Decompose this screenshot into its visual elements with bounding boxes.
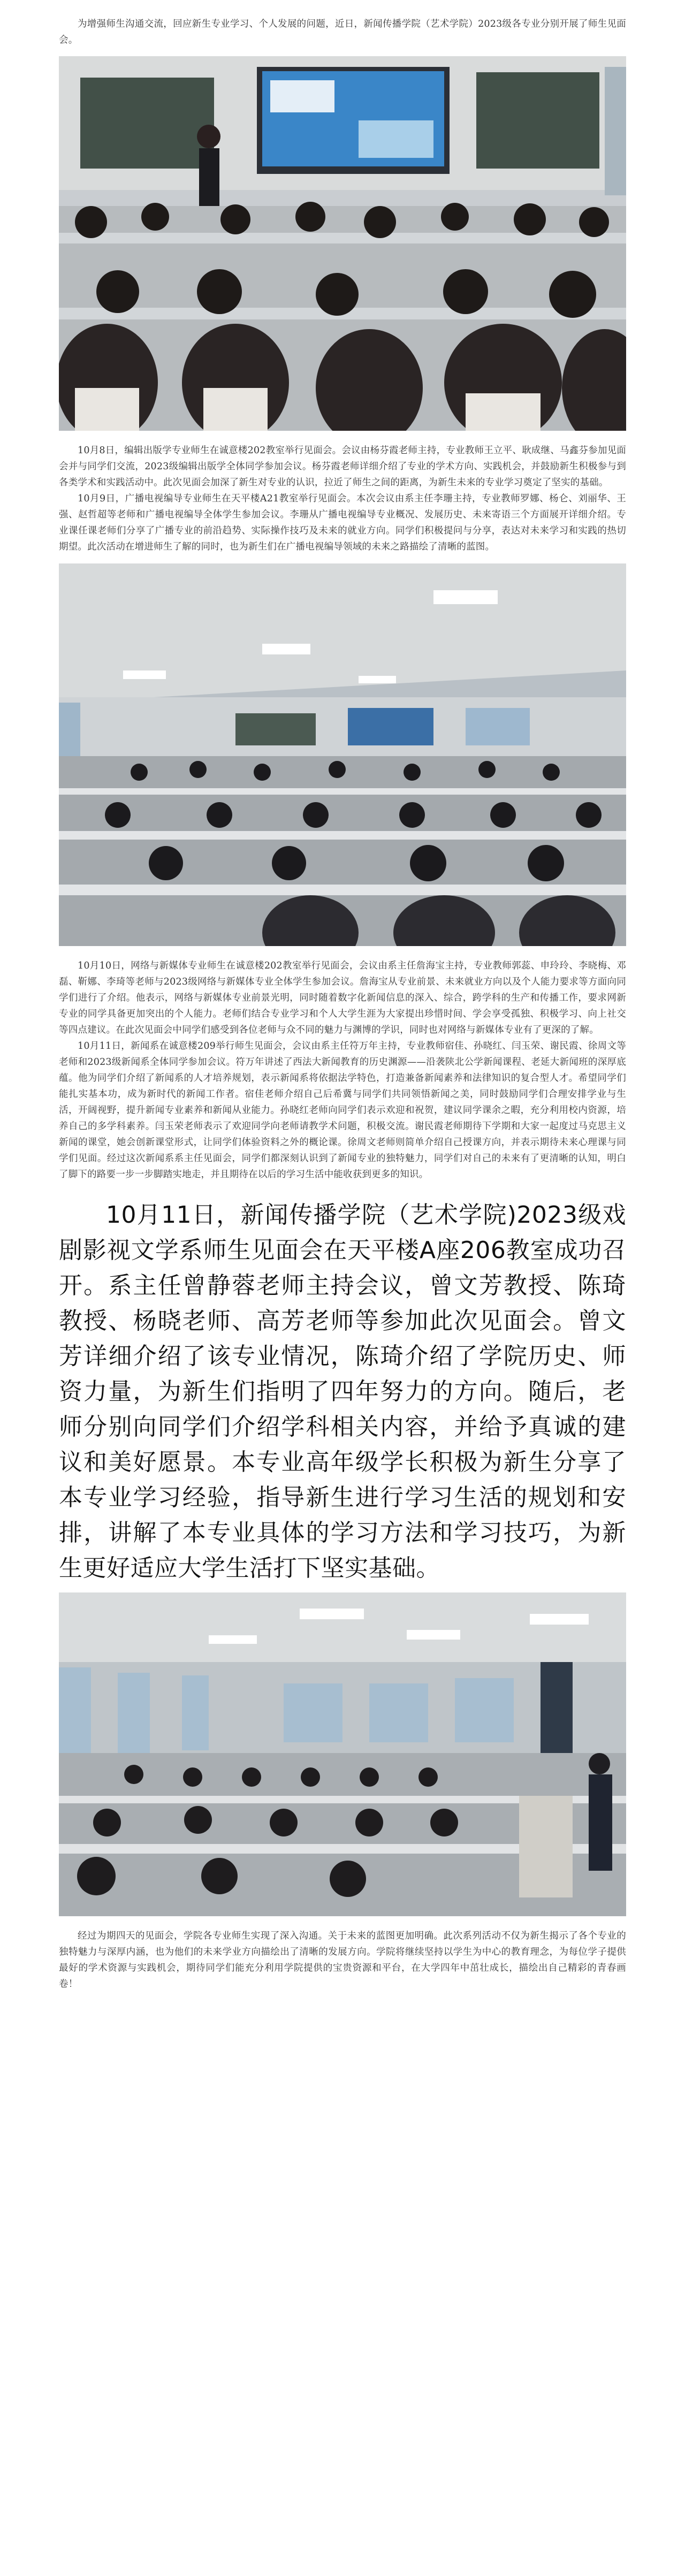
photo-classroom-oct11 bbox=[59, 1592, 626, 1916]
photo-classroom-oct8 bbox=[59, 56, 626, 431]
paragraph-intro: 为增强师生沟通交流，回应新生专业学习、个人发展的问题，近日，新闻传播学院（艺术学院）2023级各专业分别开展了师生见面会。 bbox=[59, 19, 626, 45]
paragraph-oct9: 10月9日，广播电视编导专业师生在天平楼A21教室举行见面会。本次会议由系主任李珊主持，专业教师罗娜、杨仑、刘丽华、王强、赵哲超等老师和广播电视编导全体学生参加会议。李珊从广播电视编导专业概况、发展历史、未来寄语三个方面展开详细介绍。专业课任课老师们分享了广播专业的前沿趋势、实际操作技巧及未来的就业方向。同学们积极提问与分享，表达对未来学习和实践的热切期望。此次活动在增进师生了解的同时，也为新生们在广播电视编导领域的未来之路描绘了清晰的蓝图。 bbox=[59, 493, 626, 552]
paragraph-oct11-news: 10月11日，新闻系在诚意楼209举行师生见面会，会议由系主任符万年主持，专业教师宿佳、孙晓红、闫玉荣、谢民霞、徐周文等老师和2023级新闻系全体同学参加会议。符万年讲述了西法大新闻教育的历史渊源——沿袭陕北公学新闻课程、老延大新闻班的深厚底蕴。他为同学们介绍了新闻系的人才培养规划，表示新闻系将依据法学特色，打造兼备新闻素养和法律知识的复合型人才。希望同学们能扎实基本功，成为新时代的新闻工作者。宿佳老师介绍自己后希冀与同学们共同领悟新闻之美，同时鼓励同学们合理安排学业与生活，开阔视野，提升新闻专业素养和新闻从业能力。孙晓红老师向同学们表示欢迎和祝贺，建议同学课余之暇，充分利用校内资源，培养自己的多学科素养。闫玉荣老师表示了欢迎同学向老师请教学术问题，积极交流。谢民霞老师期待下学期和大家一起度过马克思主义新闻的课堂，她会创新课堂形式，让同学们体验资料之外的概论课。徐周文老师则简单介绍自己授课方向，并表示期待未来心理课与同学们见面。经过这次新闻系系主任见面会，同学们都深刻认识到了新闻专业的独特魅力，同学们对自己的未来有了更清晰的认知，明白了脚下的路要一步一步脚踏实地走，并且期待在以后的学习生活中能收获到更多的知识。 bbox=[59, 1041, 626, 1180]
paragraph-outro: 经过为期四天的见面会，学院各专业师生实现了深入沟通。关于未来的蓝图更加明确。此次系列活动不仅为新生揭示了各个专业的独特魅力与深厚内涵，也为他们的未来学业方向描绘出了清晰的发展方向。学院将继续坚持以学生为中心的教育理念，为每位学子提供最好的学术资源与实践机会，期待同学们能充分利用学院提供的宝贵资源和平台，在大学四年中茁壮成长，描绘出自己精彩的青春画卷！ bbox=[59, 1931, 626, 1990]
paragraph-oct10: 10月10日，网络与新媒体专业师生在诚意楼202教室举行见面会，会议由系主任詹海宝主持，专业教师郭蕊、申玲玲、李晓梅、邓磊、靳娜、李琦等老师与2023级网络与新媒体专业全体学生参加会议。詹海宝从专业前景、未来就业方向以及个人能力要求等方面向同学们进行了介绍。他表示，网络与新媒体专业前景光明，同时随着数字化新闻信息的深入、综合，跨学科的生产和传播工作，要求网新专业的同学具备更加突出的个人能力。老师们结合专业学习和个人大学生涯为大家提出珍惜时间、学会享受孤独、积极学习、向上社交等四点建议。在此次见面会中同学们感受到各位老师与众不同的魅力与渊博的学识，同时也对网络与新媒体专业有了更深的了解。 bbox=[59, 961, 626, 1035]
paragraph-oct8: 10月8日，编辑出版学专业师生在诚意楼202教室举行见面会。会议由杨芬霞老师主持，专业教师王立平、耿成继、马鑫芬参加见面会并与同学们交流，2023级编辑出版学全体同学参加会议。杨芬霞老师详细介绍了专业的学术方向、实践机会，并鼓励新生积极参与到各类学术和实践活动中。此次见面会加深了新生对专业的认识，拉近了师生之间的距离，为新生未来的专业学习奠定了坚实的基础。 bbox=[59, 445, 626, 488]
photo-lecture-hall-oct9 bbox=[59, 563, 626, 946]
paragraph-oct11-drama: 10月11日，新闻传播学院（艺术学院)2023级戏剧影视文学系师生见面会在天平楼A座206教室成功召开。系主任曾静蓉老师主持会议，曾文芳教授、陈琦教授、杨晓老师、高芳老师等参加此次见面会。曾文芳详细介绍了该专业情况，陈琦介绍了学院历史、师资力量，为新生们指明了四年努力的方向。随后，老师分别向同学们介绍学科相关内容，并给予真诚的建议和美好愿景。本专业高年级学长积极为新生分享了本专业学习经验，指导新生进行学习生活的规划和安排，讲解了本专业具体的学习方法和学习技巧，为新生更好适应大学生活打下坚实基础。 bbox=[59, 1201, 626, 1582]
